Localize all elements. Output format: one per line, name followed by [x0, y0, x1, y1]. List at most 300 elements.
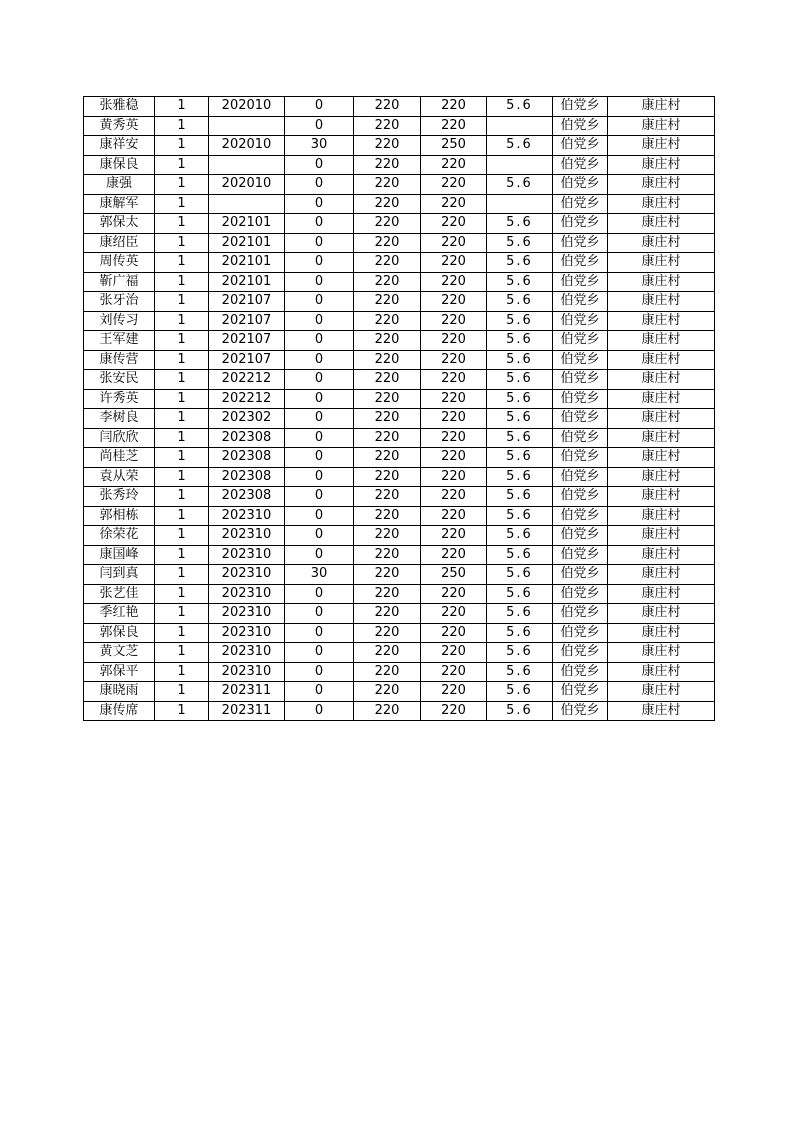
base-amount-cell: 220: [354, 448, 421, 468]
town-cell: 伯党乡: [553, 701, 608, 721]
month-cell: 202308: [209, 428, 285, 448]
rate-cell: 5.6: [487, 136, 553, 156]
rate-cell: 5.6: [487, 272, 553, 292]
name-cell: 尚桂芝: [84, 448, 155, 468]
total-amount-cell: 220: [421, 643, 487, 663]
count-cell: 1: [155, 506, 209, 526]
month-cell: 202310: [209, 526, 285, 546]
town-cell: 伯党乡: [553, 428, 608, 448]
village-cell: 康庄村: [608, 370, 715, 390]
table-row: [84, 701, 715, 721]
name-cell: 康强: [84, 175, 155, 195]
extra-amount-cell: 0: [285, 526, 354, 546]
table-row: [84, 682, 715, 702]
month-cell: 202310: [209, 662, 285, 682]
extra-amount-cell: 0: [285, 233, 354, 253]
total-amount-cell: 220: [421, 428, 487, 448]
village-cell: 康庄村: [608, 604, 715, 624]
count-cell: 1: [155, 428, 209, 448]
base-amount-cell: 220: [354, 565, 421, 585]
table-row: [84, 389, 715, 409]
base-amount-cell: 220: [354, 487, 421, 507]
total-amount-cell: 220: [421, 292, 487, 312]
base-amount-cell: 220: [354, 253, 421, 273]
extra-amount-cell: 0: [285, 701, 354, 721]
count-cell: 1: [155, 311, 209, 331]
base-amount-cell: 220: [354, 136, 421, 156]
table-row: [84, 311, 715, 331]
count-cell: 1: [155, 389, 209, 409]
extra-amount-cell: 0: [285, 116, 354, 136]
extra-amount-cell: 0: [285, 604, 354, 624]
village-cell: 康庄村: [608, 487, 715, 507]
table-row: [84, 506, 715, 526]
extra-amount-cell: 0: [285, 545, 354, 565]
town-cell: 伯党乡: [553, 311, 608, 331]
name-cell: 郭保良: [84, 623, 155, 643]
table-row: [84, 604, 715, 624]
month-cell: 202107: [209, 311, 285, 331]
count-cell: 1: [155, 194, 209, 214]
month-cell: 202107: [209, 331, 285, 351]
total-amount-cell: 220: [421, 448, 487, 468]
village-cell: 康庄村: [608, 97, 715, 117]
rate-cell: 5.6: [487, 253, 553, 273]
name-cell: 康解军: [84, 194, 155, 214]
base-amount-cell: 220: [354, 97, 421, 117]
month-cell: 202302: [209, 409, 285, 429]
village-cell: 康庄村: [608, 682, 715, 702]
town-cell: 伯党乡: [553, 467, 608, 487]
table-row: [84, 194, 715, 214]
base-amount-cell: 220: [354, 370, 421, 390]
rate-cell: 5.6: [487, 467, 553, 487]
month-cell: [209, 194, 285, 214]
count-cell: 1: [155, 350, 209, 370]
rate-cell: 5.6: [487, 331, 553, 351]
total-amount-cell: 220: [421, 526, 487, 546]
extra-amount-cell: 0: [285, 643, 354, 663]
base-amount-cell: 220: [354, 194, 421, 214]
month-cell: 202010: [209, 97, 285, 117]
rate-cell: 5.6: [487, 701, 553, 721]
total-amount-cell: 220: [421, 155, 487, 175]
total-amount-cell: 220: [421, 506, 487, 526]
count-cell: 1: [155, 214, 209, 234]
rate-cell: 5.6: [487, 233, 553, 253]
total-amount-cell: 220: [421, 175, 487, 195]
extra-amount-cell: 0: [285, 662, 354, 682]
table-row: [84, 584, 715, 604]
month-cell: 202212: [209, 370, 285, 390]
village-cell: 康庄村: [608, 584, 715, 604]
name-cell: 张雅稳: [84, 97, 155, 117]
total-amount-cell: 250: [421, 136, 487, 156]
town-cell: 伯党乡: [553, 448, 608, 468]
total-amount-cell: 220: [421, 116, 487, 136]
data-table: [83, 96, 715, 721]
extra-amount-cell: 0: [285, 194, 354, 214]
village-cell: 康庄村: [608, 155, 715, 175]
table-row: [84, 623, 715, 643]
table-row: [84, 97, 715, 117]
count-cell: 1: [155, 136, 209, 156]
table-row: [84, 214, 715, 234]
extra-amount-cell: 0: [285, 506, 354, 526]
name-cell: 康祥安: [84, 136, 155, 156]
name-cell: 郭保平: [84, 662, 155, 682]
village-cell: 康庄村: [608, 253, 715, 273]
town-cell: 伯党乡: [553, 331, 608, 351]
base-amount-cell: 220: [354, 409, 421, 429]
base-amount-cell: 220: [354, 526, 421, 546]
rate-cell: 5.6: [487, 175, 553, 195]
name-cell: 康传席: [84, 701, 155, 721]
month-cell: 202310: [209, 584, 285, 604]
month-cell: 202101: [209, 272, 285, 292]
count-cell: 1: [155, 662, 209, 682]
extra-amount-cell: 0: [285, 389, 354, 409]
base-amount-cell: 220: [354, 350, 421, 370]
count-cell: 1: [155, 409, 209, 429]
village-cell: 康庄村: [608, 565, 715, 585]
total-amount-cell: 220: [421, 214, 487, 234]
count-cell: 1: [155, 623, 209, 643]
base-amount-cell: 220: [354, 233, 421, 253]
name-cell: 袁从荣: [84, 467, 155, 487]
table-row: [84, 292, 715, 312]
name-cell: 周传英: [84, 253, 155, 273]
village-cell: 康庄村: [608, 467, 715, 487]
name-cell: 刘传习: [84, 311, 155, 331]
village-cell: 康庄村: [608, 623, 715, 643]
count-cell: 1: [155, 584, 209, 604]
base-amount-cell: 220: [354, 506, 421, 526]
rate-cell: 5.6: [487, 292, 553, 312]
rate-cell: 5.6: [487, 545, 553, 565]
month-cell: [209, 155, 285, 175]
extra-amount-cell: 0: [285, 467, 354, 487]
extra-amount-cell: 0: [285, 487, 354, 507]
count-cell: 1: [155, 701, 209, 721]
name-cell: 闫到真: [84, 565, 155, 585]
table-body: [84, 97, 715, 721]
town-cell: 伯党乡: [553, 662, 608, 682]
town-cell: 伯党乡: [553, 565, 608, 585]
town-cell: 伯党乡: [553, 584, 608, 604]
town-cell: 伯党乡: [553, 214, 608, 234]
rate-cell: 5.6: [487, 565, 553, 585]
month-cell: 202310: [209, 545, 285, 565]
count-cell: 1: [155, 448, 209, 468]
base-amount-cell: 220: [354, 662, 421, 682]
village-cell: 康庄村: [608, 136, 715, 156]
total-amount-cell: 220: [421, 272, 487, 292]
table-row: [84, 448, 715, 468]
table-row: [84, 136, 715, 156]
town-cell: 伯党乡: [553, 155, 608, 175]
name-cell: 黄秀英: [84, 116, 155, 136]
village-cell: 康庄村: [608, 409, 715, 429]
table-row: [84, 526, 715, 546]
town-cell: 伯党乡: [553, 682, 608, 702]
count-cell: 1: [155, 643, 209, 663]
rate-cell: 5.6: [487, 97, 553, 117]
town-cell: 伯党乡: [553, 272, 608, 292]
name-cell: 许秀英: [84, 389, 155, 409]
table-row: [84, 350, 715, 370]
village-cell: 康庄村: [608, 506, 715, 526]
month-cell: 202310: [209, 623, 285, 643]
village-cell: 康庄村: [608, 350, 715, 370]
village-cell: 康庄村: [608, 643, 715, 663]
town-cell: 伯党乡: [553, 545, 608, 565]
month-cell: 202310: [209, 565, 285, 585]
month-cell: 202308: [209, 448, 285, 468]
total-amount-cell: 220: [421, 311, 487, 331]
name-cell: 张牙治: [84, 292, 155, 312]
count-cell: 1: [155, 565, 209, 585]
table-row: [84, 643, 715, 663]
table-row: [84, 272, 715, 292]
extra-amount-cell: 0: [285, 428, 354, 448]
count-cell: 1: [155, 331, 209, 351]
count-cell: 1: [155, 545, 209, 565]
total-amount-cell: 220: [421, 194, 487, 214]
total-amount-cell: 220: [421, 409, 487, 429]
extra-amount-cell: 0: [285, 292, 354, 312]
rate-cell: 5.6: [487, 214, 553, 234]
base-amount-cell: 220: [354, 155, 421, 175]
base-amount-cell: 220: [354, 467, 421, 487]
village-cell: 康庄村: [608, 526, 715, 546]
town-cell: 伯党乡: [553, 253, 608, 273]
extra-amount-cell: 0: [285, 175, 354, 195]
count-cell: 1: [155, 272, 209, 292]
month-cell: 202310: [209, 643, 285, 663]
name-cell: 郭相栋: [84, 506, 155, 526]
rate-cell: 5.6: [487, 643, 553, 663]
name-cell: 靳广福: [84, 272, 155, 292]
month-cell: 202308: [209, 467, 285, 487]
name-cell: 郭保太: [84, 214, 155, 234]
count-cell: 1: [155, 175, 209, 195]
count-cell: 1: [155, 526, 209, 546]
extra-amount-cell: 0: [285, 253, 354, 273]
rate-cell: 5.6: [487, 682, 553, 702]
town-cell: 伯党乡: [553, 487, 608, 507]
town-cell: 伯党乡: [553, 194, 608, 214]
total-amount-cell: 220: [421, 545, 487, 565]
rate-cell: 5.6: [487, 506, 553, 526]
extra-amount-cell: 0: [285, 370, 354, 390]
month-cell: 202010: [209, 136, 285, 156]
name-cell: 康传营: [84, 350, 155, 370]
count-cell: 1: [155, 604, 209, 624]
count-cell: 1: [155, 97, 209, 117]
village-cell: 康庄村: [608, 233, 715, 253]
rate-cell: 5.6: [487, 311, 553, 331]
base-amount-cell: 220: [354, 272, 421, 292]
extra-amount-cell: 0: [285, 682, 354, 702]
table-row: [84, 409, 715, 429]
count-cell: 1: [155, 253, 209, 273]
village-cell: 康庄村: [608, 292, 715, 312]
rate-cell: 5.6: [487, 350, 553, 370]
name-cell: 张秀玲: [84, 487, 155, 507]
extra-amount-cell: 30: [285, 136, 354, 156]
name-cell: 季红艳: [84, 604, 155, 624]
total-amount-cell: 220: [421, 662, 487, 682]
rate-cell: 5.6: [487, 370, 553, 390]
village-cell: 康庄村: [608, 662, 715, 682]
base-amount-cell: 220: [354, 214, 421, 234]
base-amount-cell: 220: [354, 331, 421, 351]
rate-cell: 5.6: [487, 604, 553, 624]
base-amount-cell: 220: [354, 545, 421, 565]
table-row: [84, 175, 715, 195]
extra-amount-cell: 0: [285, 331, 354, 351]
name-cell: 康保良: [84, 155, 155, 175]
month-cell: 202310: [209, 604, 285, 624]
rate-cell: 5.6: [487, 623, 553, 643]
base-amount-cell: 220: [354, 682, 421, 702]
rate-cell: 5.6: [487, 584, 553, 604]
town-cell: 伯党乡: [553, 604, 608, 624]
extra-amount-cell: 0: [285, 311, 354, 331]
town-cell: 伯党乡: [553, 136, 608, 156]
base-amount-cell: 220: [354, 116, 421, 136]
name-cell: 黄文芝: [84, 643, 155, 663]
total-amount-cell: 220: [421, 604, 487, 624]
total-amount-cell: 220: [421, 584, 487, 604]
table-row: [84, 253, 715, 273]
table-row: [84, 233, 715, 253]
total-amount-cell: 220: [421, 623, 487, 643]
count-cell: 1: [155, 682, 209, 702]
count-cell: 1: [155, 292, 209, 312]
table-row: [84, 565, 715, 585]
name-cell: 康绍臣: [84, 233, 155, 253]
town-cell: 伯党乡: [553, 292, 608, 312]
town-cell: 伯党乡: [553, 350, 608, 370]
extra-amount-cell: 0: [285, 272, 354, 292]
base-amount-cell: 220: [354, 701, 421, 721]
total-amount-cell: 220: [421, 467, 487, 487]
rate-cell: [487, 194, 553, 214]
count-cell: 1: [155, 487, 209, 507]
town-cell: 伯党乡: [553, 97, 608, 117]
town-cell: 伯党乡: [553, 526, 608, 546]
name-cell: 徐荣花: [84, 526, 155, 546]
extra-amount-cell: 0: [285, 97, 354, 117]
village-cell: 康庄村: [608, 214, 715, 234]
table-row: [84, 428, 715, 448]
count-cell: 1: [155, 155, 209, 175]
table-row: [84, 662, 715, 682]
name-cell: 张安民: [84, 370, 155, 390]
extra-amount-cell: 0: [285, 155, 354, 175]
village-cell: 康庄村: [608, 175, 715, 195]
base-amount-cell: 220: [354, 292, 421, 312]
month-cell: 202311: [209, 682, 285, 702]
name-cell: 康国峰: [84, 545, 155, 565]
extra-amount-cell: 0: [285, 409, 354, 429]
base-amount-cell: 220: [354, 623, 421, 643]
town-cell: 伯党乡: [553, 389, 608, 409]
town-cell: 伯党乡: [553, 233, 608, 253]
count-cell: 1: [155, 116, 209, 136]
base-amount-cell: 220: [354, 428, 421, 448]
village-cell: 康庄村: [608, 311, 715, 331]
rate-cell: 5.6: [487, 389, 553, 409]
month-cell: 202212: [209, 389, 285, 409]
count-cell: 1: [155, 233, 209, 253]
month-cell: [209, 116, 285, 136]
extra-amount-cell: 0: [285, 214, 354, 234]
month-cell: 202101: [209, 253, 285, 273]
town-cell: 伯党乡: [553, 116, 608, 136]
village-cell: 康庄村: [608, 194, 715, 214]
month-cell: 202107: [209, 350, 285, 370]
village-cell: 康庄村: [608, 331, 715, 351]
rate-cell: 5.6: [487, 487, 553, 507]
rate-cell: [487, 155, 553, 175]
town-cell: 伯党乡: [553, 623, 608, 643]
name-cell: 康晓雨: [84, 682, 155, 702]
total-amount-cell: 220: [421, 370, 487, 390]
table-row: [84, 487, 715, 507]
month-cell: 202101: [209, 214, 285, 234]
month-cell: 202010: [209, 175, 285, 195]
total-amount-cell: 220: [421, 701, 487, 721]
town-cell: 伯党乡: [553, 643, 608, 663]
village-cell: 康庄村: [608, 116, 715, 136]
total-amount-cell: 220: [421, 97, 487, 117]
rate-cell: 5.6: [487, 448, 553, 468]
base-amount-cell: 220: [354, 643, 421, 663]
count-cell: 1: [155, 370, 209, 390]
base-amount-cell: 220: [354, 389, 421, 409]
table-row: [84, 116, 715, 136]
month-cell: 202107: [209, 292, 285, 312]
total-amount-cell: 220: [421, 682, 487, 702]
table-row: [84, 155, 715, 175]
extra-amount-cell: 30: [285, 565, 354, 585]
base-amount-cell: 220: [354, 604, 421, 624]
month-cell: 202101: [209, 233, 285, 253]
extra-amount-cell: 0: [285, 584, 354, 604]
extra-amount-cell: 0: [285, 350, 354, 370]
total-amount-cell: 220: [421, 389, 487, 409]
total-amount-cell: 220: [421, 487, 487, 507]
month-cell: 202308: [209, 487, 285, 507]
total-amount-cell: 220: [421, 253, 487, 273]
name-cell: 李树良: [84, 409, 155, 429]
table-row: [84, 545, 715, 565]
table-row: [84, 331, 715, 351]
town-cell: 伯党乡: [553, 175, 608, 195]
total-amount-cell: 250: [421, 565, 487, 585]
rate-cell: 5.6: [487, 662, 553, 682]
month-cell: 202310: [209, 506, 285, 526]
name-cell: 王军建: [84, 331, 155, 351]
village-cell: 康庄村: [608, 428, 715, 448]
village-cell: 康庄村: [608, 389, 715, 409]
base-amount-cell: 220: [354, 311, 421, 331]
extra-amount-cell: 0: [285, 448, 354, 468]
rate-cell: 5.6: [487, 526, 553, 546]
